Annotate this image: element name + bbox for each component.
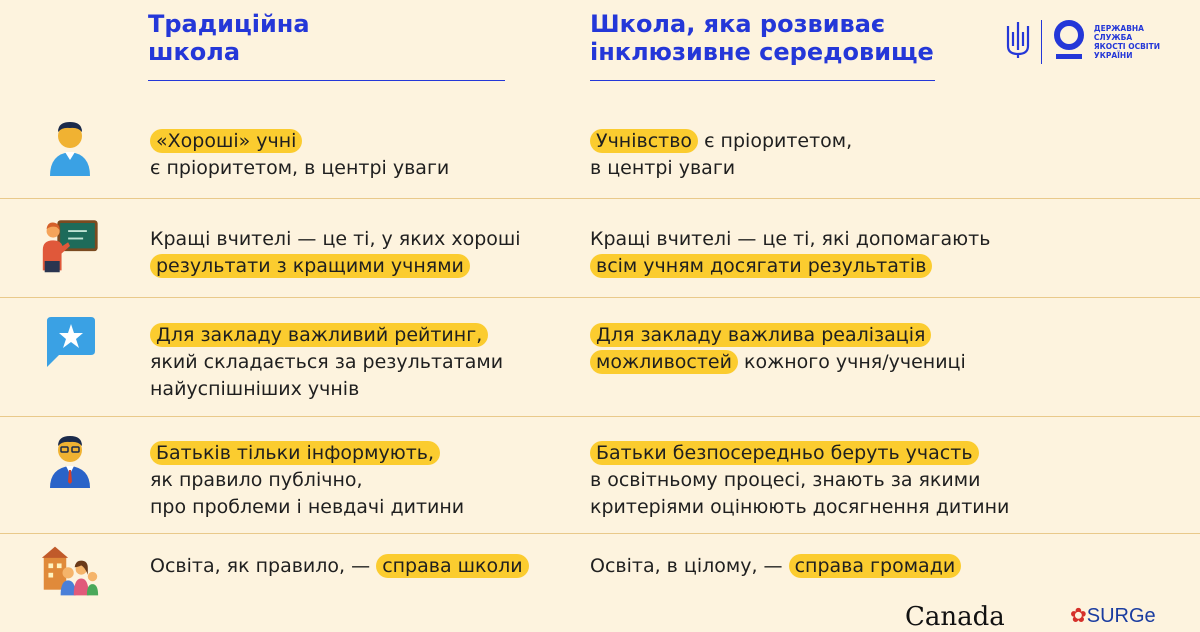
surge-logo bbox=[1070, 603, 1156, 628]
right-column-title bbox=[590, 10, 934, 66]
row-text-line: в центрі уваги bbox=[590, 157, 736, 179]
row-text-line: Кращі вчителі — це ті, у яких хороші bbox=[150, 228, 521, 250]
row-text-line: критеріями оцінюють досягнення дитини bbox=[590, 496, 1010, 518]
highlight: можливостей bbox=[590, 350, 738, 374]
highlight: справа школи bbox=[376, 554, 528, 578]
surge-text: SURGe bbox=[1086, 605, 1156, 627]
row-text-line: найуспішніших учнів bbox=[150, 378, 360, 400]
highlight: справа громади bbox=[789, 554, 962, 578]
right-title-line-1: Школа, яка розвиває bbox=[590, 10, 886, 38]
row-separator bbox=[0, 416, 1200, 417]
row-5-left bbox=[150, 553, 570, 580]
highlight: всім учням досягати результатів bbox=[590, 254, 932, 278]
row-1-left bbox=[150, 128, 570, 182]
ring-logo-icon bbox=[1052, 18, 1086, 66]
row-text: кожного учня/учениці bbox=[737, 351, 966, 373]
row-text-line: є пріоритетом, в центрі уваги bbox=[150, 157, 450, 179]
student-icon bbox=[40, 118, 100, 178]
highlight: Батьків тільки інформують, bbox=[150, 441, 440, 465]
star-chat-icon bbox=[40, 312, 100, 372]
trident-icon bbox=[1005, 20, 1031, 64]
row-5-right bbox=[590, 553, 1070, 580]
highlight: Батьки безпосередньо беруть участь bbox=[590, 441, 979, 465]
highlight: результати з кращими учнями bbox=[150, 254, 470, 278]
left-title-line-1: Традиційна bbox=[148, 10, 310, 38]
teacher-board-icon bbox=[40, 216, 100, 276]
right-title-underline bbox=[590, 80, 935, 81]
left-title-line-2: школа bbox=[148, 38, 241, 66]
parent-icon bbox=[40, 430, 100, 490]
row-text: є пріоритетом, bbox=[698, 130, 853, 152]
row-2-right bbox=[590, 226, 1070, 280]
agency-logo bbox=[1005, 18, 1160, 66]
row-separator bbox=[0, 198, 1200, 199]
row-text-line: про проблеми і невдачі дитини bbox=[150, 496, 465, 518]
row-4-left bbox=[150, 440, 570, 521]
row-4-right bbox=[590, 440, 1070, 521]
logo-divider bbox=[1041, 20, 1042, 64]
left-title-underline bbox=[148, 80, 505, 81]
row-2-left bbox=[150, 226, 570, 280]
highlight: Для закладу важливий рейтинг, bbox=[150, 323, 488, 347]
row-text-line: як правило публічно, bbox=[150, 469, 363, 491]
agency-name bbox=[1094, 24, 1160, 60]
row-text: Освіта, як правило, — bbox=[150, 555, 377, 577]
row-3-right bbox=[590, 322, 1070, 376]
row-text-line: в освітньому процесі, знають за якими bbox=[590, 469, 981, 491]
row-3-left bbox=[150, 322, 570, 403]
row-text-line: Кращі вчителі — це ті, які допомагають bbox=[590, 228, 991, 250]
row-separator bbox=[0, 297, 1200, 298]
agency-name-line-4: УКРАЇНИ bbox=[1093, 51, 1133, 60]
community-icon bbox=[40, 540, 100, 600]
agency-name-line-1: ДЕРЖАВНА bbox=[1093, 24, 1144, 33]
left-column-title bbox=[148, 10, 310, 66]
row-1-right bbox=[590, 128, 1070, 182]
agency-name-line-2: СЛУЖБА bbox=[1093, 33, 1133, 42]
row-separator bbox=[0, 533, 1200, 534]
row-text: Освіта, в цілому, — bbox=[590, 555, 789, 577]
highlight: Учнівство bbox=[590, 129, 698, 153]
canada-wordmark: Canada bbox=[905, 602, 1005, 632]
highlight: «Хороші» учні bbox=[150, 129, 302, 153]
agency-name-line-3: ЯКОСТІ ОСВІТИ bbox=[1093, 42, 1160, 51]
row-text-line: який складається за результатами bbox=[150, 351, 504, 373]
maple-leaf-icon: ✿ bbox=[1070, 605, 1087, 627]
right-title-line-2: інклюзивне середовище bbox=[590, 38, 934, 66]
highlight: Для закладу важлива реалізація bbox=[590, 323, 931, 347]
